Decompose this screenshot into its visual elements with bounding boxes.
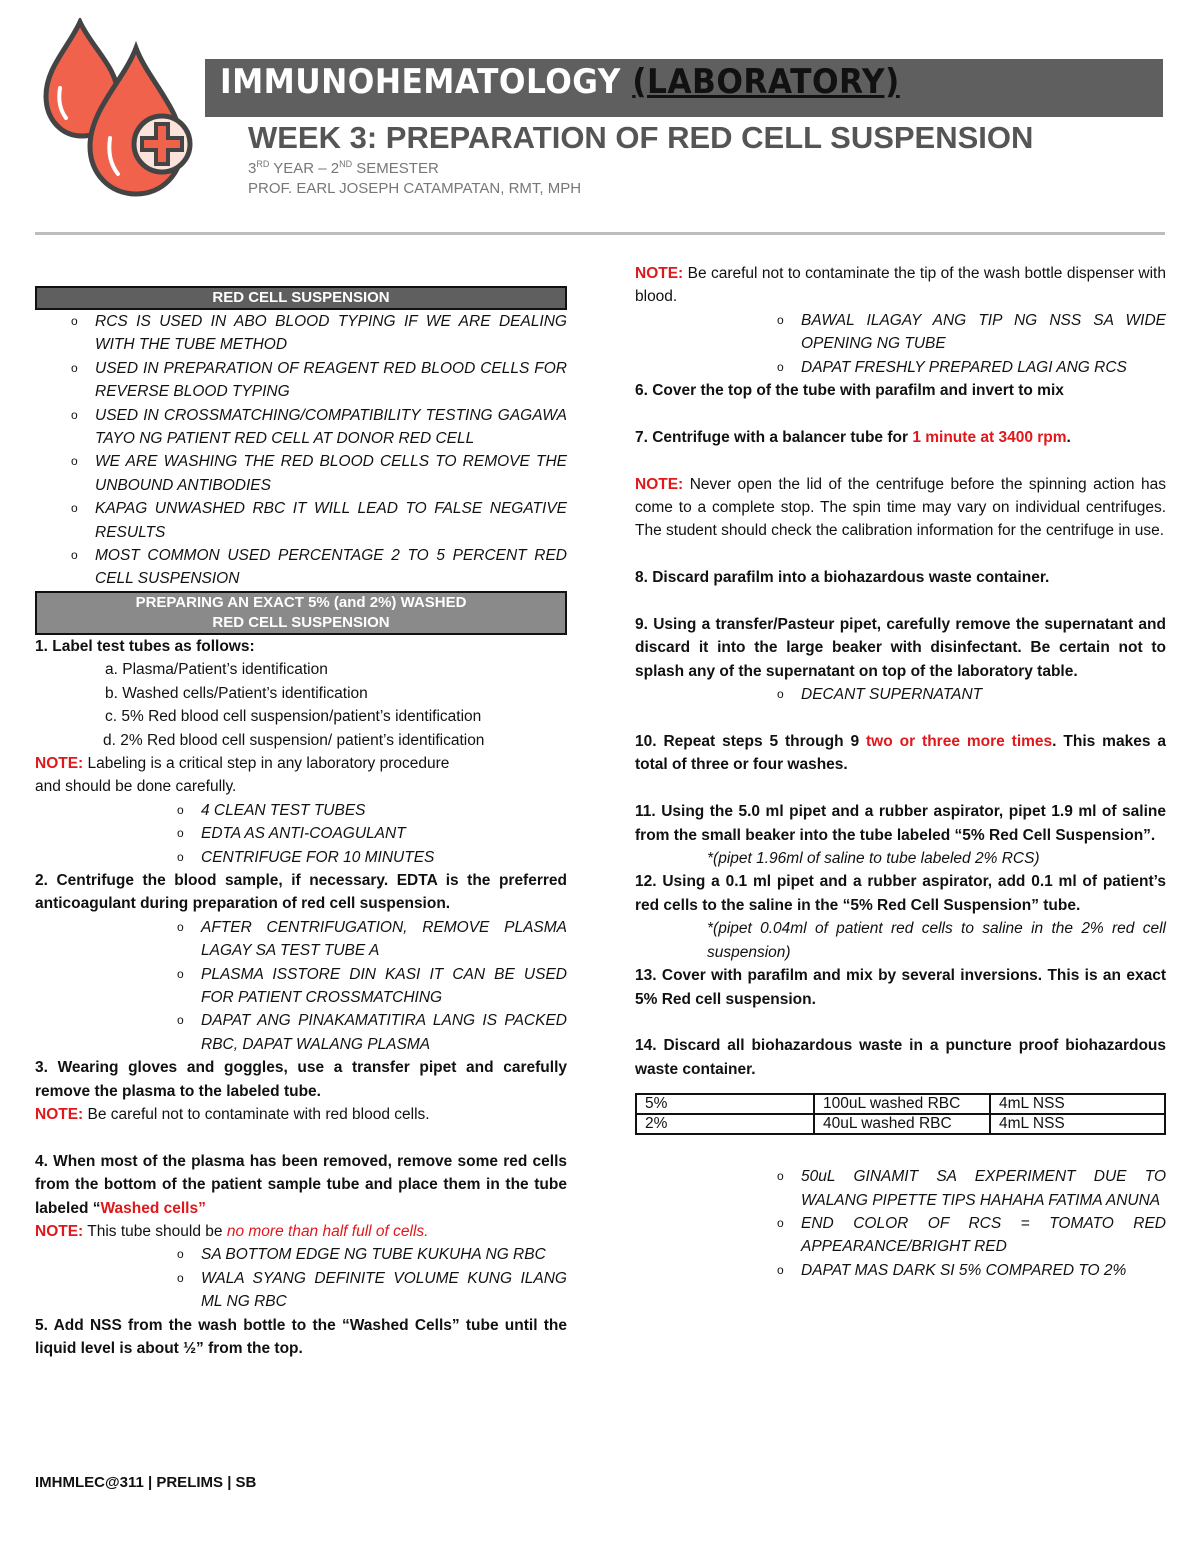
note-wash-bottle: NOTE: Be careful not to contaminate the tip of the wash bottle dispenser with blood. [635, 265, 1166, 306]
step-13: 13. Cover with parafilm and mix by several inversions. This is an exact 5% Red cell suspension. [635, 967, 1166, 1008]
step-10: 10. Repeat steps 5 through 9 two or three more times. This makes a total of three or four washes. [635, 733, 1166, 774]
label-item: a. Plasma/Patient’s identification [105, 661, 328, 679]
list-item: o SA BOTTOM EDGE NG TUBE KUKUHA NG RBC [177, 1246, 546, 1264]
list-item: o DAPAT ANG PINAKAMATITIRA LANG IS PACKED RBC, DAPAT WALANG PLASMA [177, 1012, 567, 1053]
note-centrifuge: NOTE: Never open the lid of the centrifuge before the spinning action has come to a complete stop. The spin time may vary on individual centrifuges. The student should check the calibration information for the centrifuge in use. [635, 475, 1166, 540]
list-item: o WALA SYANG DEFINITE VOLUME KUNG ILANG ML NG RBC [177, 1269, 567, 1311]
left-column [35, 286, 567, 1360]
course-suffix: (LABORATORY) [632, 62, 900, 102]
section-heading-red-cell-suspension: RED CELL SUSPENSION [35, 286, 567, 310]
header-divider [35, 232, 1165, 235]
list-item: o DAPAT MAS DARK SI 5% COMPARED TO 2% [777, 1261, 1127, 1279]
list-item: o RCS IS USED IN ABO BLOOD TYPING IF WE ARE DEALING WITH THE TUBE METHOD [71, 313, 567, 354]
section-heading-preparing: PREPARING AN EXACT 5% (and 2%) WASHED RED CELL SUSPENSION [35, 591, 567, 635]
course-title: IMMUNOHEMATOLOGY (LABORATORY) [220, 62, 900, 102]
list-item: o PLASMA ISSTORE DIN KASI IT CAN BE USED FOR PATIENT CROSSMATCHING [177, 965, 567, 1006]
suspension-ratio-table [635, 1093, 1166, 1135]
note-half-full: NOTE: This tube should be no more than half full of cells. [35, 1223, 429, 1241]
label-item: b. Washed cells/Patient’s identification [105, 684, 368, 702]
step-9: 9. Using a transfer/Pasteur pipet, carefully remove the supernatant and discard it into the large beaker with disinfectant. Be certain not to splash any of the supernatant on top of the laboratory table. [635, 616, 1166, 680]
list-item: o USED IN CROSSMATCHING/COMPATIBILITY TESTING GAGAWA TAYO NG PATIENT RED CELL AT DONOR RED CELL [71, 406, 567, 448]
list-item: o DECANT SUPERNATANT [777, 686, 983, 704]
step-12: 12. Using a 0.1 ml pipet and a rubber aspirator, add 0.1 ml of patient’s red cells to the saline in the “5% Red Cell Suspension” tube. [635, 873, 1166, 914]
list-item: o USED IN PREPARATION OF REAGENT RED BLOOD CELLS FOR REVERSE BLOOD TYPING [71, 359, 567, 401]
step-14: 14. Discard all biohazardous waste in a puncture proof biohazardous waste container. [635, 1037, 1166, 1078]
list-item: o AFTER CENTRIFUGATION, REMOVE PLASMA LAGAY SA TEST TUBE A [177, 918, 567, 960]
page-title: WEEK 3: PREPARATION OF RED CELL SUSPENSION [248, 120, 1034, 155]
step-5: 5. Add NSS from the wash bottle to the “Washed Cells” tube until the liquid level is about ½” from the top. [35, 1316, 567, 1358]
list-item: o 4 CLEAN TEST TUBES [177, 801, 366, 819]
step-1: 1. Label test tubes as follows: [35, 637, 255, 655]
step-12-note: *(pipet 0.04ml of patient red cells to saline in the 2% red cell suspension) [707, 920, 1166, 961]
list-item: o EDTA AS ANTI-COAGULANT [177, 825, 406, 843]
list-item: o MOST COMMON USED PERCENTAGE 2 TO 5 PERCENT RED CELL SUSPENSION [71, 547, 567, 588]
step-2: 2. Centrifuge the blood sample, if necessary. EDTA is the preferred anticoagulant during preparation of red cell suspension. [35, 871, 567, 913]
label-item: c. 5% Red blood cell suspension/patient’s identification [105, 708, 482, 726]
note-contaminate: NOTE: Be careful not to contaminate with red blood cells. [35, 1106, 430, 1123]
right-column [635, 262, 1166, 1282]
list-item: o WE ARE WASHING THE RED BLOOD CELLS TO REMOVE THE UNBOUND ANTIBODIES [71, 453, 567, 494]
step-4: 4. When most of the plasma has been removed, remove some red cells from the bottom of the patient sample tube and place them in the tube labeled “Washed cells” [35, 1152, 567, 1217]
table-cell: 2% [636, 1114, 814, 1134]
list-item: o KAPAG UNWASHED RBC IT WILL LEAD TO FALSE NEGATIVE RESULTS [71, 500, 567, 541]
list-item: o 50uL GINAMIT SA EXPERIMENT DUE TO WALANG PIPETTE TIPS HAHAHA FATIMA ANUNA [777, 1168, 1166, 1209]
year-semester: 3RD YEAR – 2ND SEMESTER [248, 159, 439, 177]
list-item: o BAWAL ILAGAY ANG TIP NG NSS SA WIDE OPENING NG TUBE [777, 311, 1166, 353]
table-row [636, 1114, 1165, 1134]
table-cell: 4mL NSS [990, 1094, 1165, 1114]
table-cell: 100uL washed RBC [814, 1094, 990, 1114]
step-8: 8. Discard parafilm into a biohazardous waste container. [635, 569, 1050, 587]
list-item: o DAPAT FRESHLY PREPARED LAGI ANG RCS [777, 358, 1127, 376]
list-item: o END COLOR OF RCS = TOMATO RED APPEARANCE/BRIGHT RED [777, 1214, 1166, 1256]
step-11-note: *(pipet 1.96ml of saline to tube labeled 2% RCS) [707, 850, 1040, 868]
step-3: 3. Wearing gloves and goggles, use a transfer pipet and carefully remove the plasma to the labeled tube. [35, 1059, 567, 1100]
label-item: d. 2% Red blood cell suspension/ patient’s identification [103, 731, 485, 749]
page-footer: IMHMLEC@311 | PRELIMS | SB [35, 1474, 257, 1491]
table-row [636, 1094, 1165, 1114]
step-11: 11. Using the 5.0 ml pipet and a rubber aspirator, pipet 1.9 ml of saline from the small beaker into the tube labeled “5% Red Cell Suspension”. [635, 803, 1166, 844]
professor-name: PROF. EARL JOSEPH CATAMPATAN, RMT, MPH [248, 180, 582, 197]
blood-drop-logo [28, 18, 208, 198]
note-labeling: NOTE: Labeling is a critical step in any laboratory procedure [35, 754, 450, 772]
step-6: 6. Cover the top of the tube with parafilm and invert to mix [635, 382, 1064, 400]
note-labeling-cont: and should be done carefully. [35, 778, 237, 796]
step-7: 7. Centrifuge with a balancer tube for 1 minute at 3400 rpm. [635, 428, 1071, 446]
table-cell: 4mL NSS [990, 1114, 1165, 1134]
list-item: o CENTRIFUGE FOR 10 MINUTES [177, 848, 435, 866]
table-cell: 5% [636, 1094, 814, 1114]
table-cell: 40uL washed RBC [814, 1114, 990, 1134]
